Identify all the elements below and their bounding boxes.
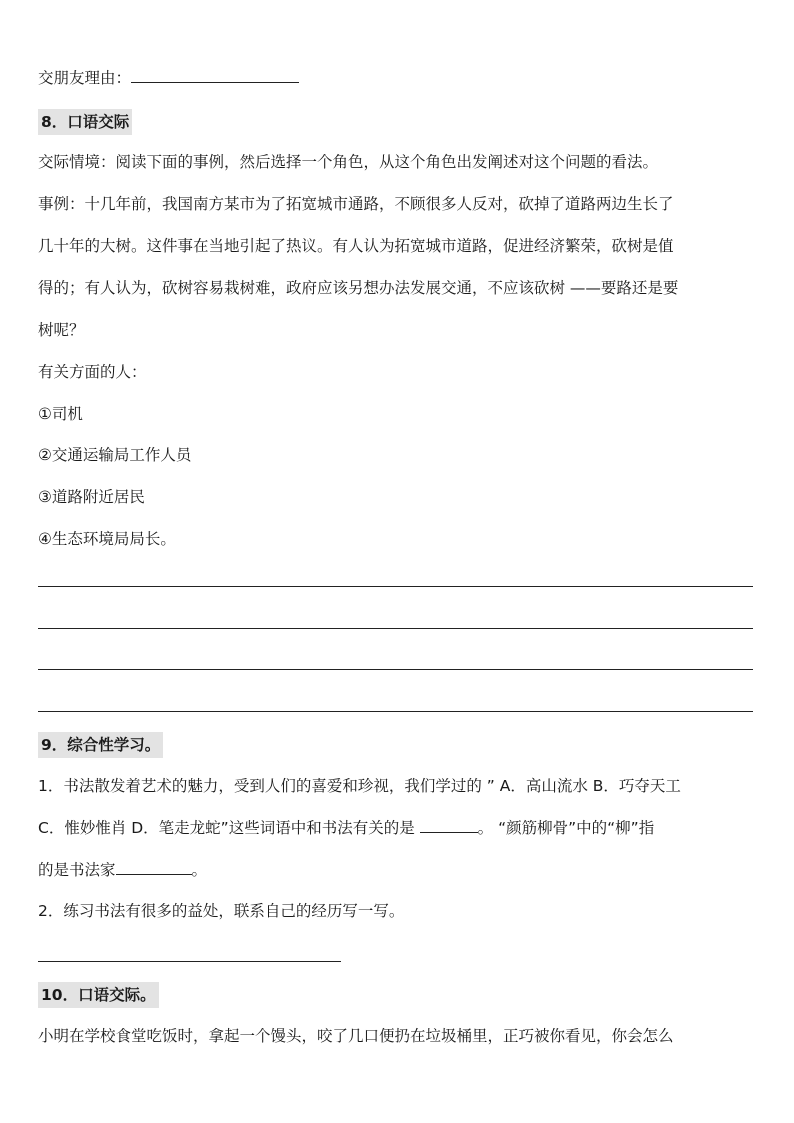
- q8-option: ④生态环境局局长。: [38, 530, 176, 548]
- reason-blank[interactable]: [131, 68, 299, 83]
- q8-line: 得的；有人认为，砍树容易栽树难，政府应该另想办法发展交通，不应该砍树 ——要路还是要: [38, 279, 679, 297]
- q9-line: [38, 859, 207, 881]
- q8-line: 有关方面的人：: [38, 363, 147, 381]
- q9-answer-line[interactable]: [38, 961, 341, 962]
- q8-option: ②交通运输局工作人员: [38, 446, 192, 464]
- q8-option: ①司机: [38, 405, 83, 423]
- q9-line: 2．练习书法有很多的益处，联系自己的经历写一写。: [38, 902, 405, 920]
- reason-line: [38, 67, 299, 89]
- q9-line: [38, 817, 654, 839]
- q8-option: ③道路附近居民: [38, 488, 145, 506]
- q8-line: 树呢？: [38, 321, 85, 339]
- q9-blank-1[interactable]: [420, 818, 478, 833]
- answer-line[interactable]: [38, 586, 753, 587]
- reason-label: 交朋友理由：: [38, 69, 132, 87]
- q9-line2-text: 。 “颜筋柳骨”中的“柳”指: [477, 819, 655, 837]
- q9-line3-text: 。: [191, 861, 208, 879]
- q8-line: 事例：十几年前，我国南方某市为了拓宽城市通路，不顾很多人反对，砍掉了道路两边生长了: [38, 195, 674, 213]
- q9-line: 1．书法散发着艺术的魅力，受到人们的喜爱和珍视，我们学过的 ” A．高山流水 B．巧夺天工: [38, 777, 681, 795]
- q8-line: 几十年的大树。这件事在当地引起了热议。有人认为拓宽城市道路，促进经济繁荣，砍树是值: [38, 237, 674, 255]
- q10-line: 小明在学校食堂吃饭时，拿起一个馒头，咬了几口便扔在垃圾桶里，正巧被你看见，你会怎么: [38, 1027, 674, 1045]
- q9-line2-text: C．惟妙惟肖 D．笔走龙蛇”这些词语中和书法有关的是: [38, 819, 415, 837]
- q9-heading: 9．综合性学习。: [38, 732, 163, 758]
- q9-line3-text: 的是书法家: [38, 861, 116, 879]
- answer-line[interactable]: [38, 711, 753, 712]
- answer-line[interactable]: [38, 628, 753, 629]
- answer-line[interactable]: [38, 669, 753, 670]
- q9-blank-2[interactable]: [116, 860, 192, 875]
- q10-heading: 10．口语交际。: [38, 982, 159, 1008]
- q8-line: 交际情境：阅读下面的事例，然后选择一个角色，从这个角色出发阐述对这个问题的看法。: [38, 153, 659, 171]
- q8-heading: 8．口语交际: [38, 109, 132, 135]
